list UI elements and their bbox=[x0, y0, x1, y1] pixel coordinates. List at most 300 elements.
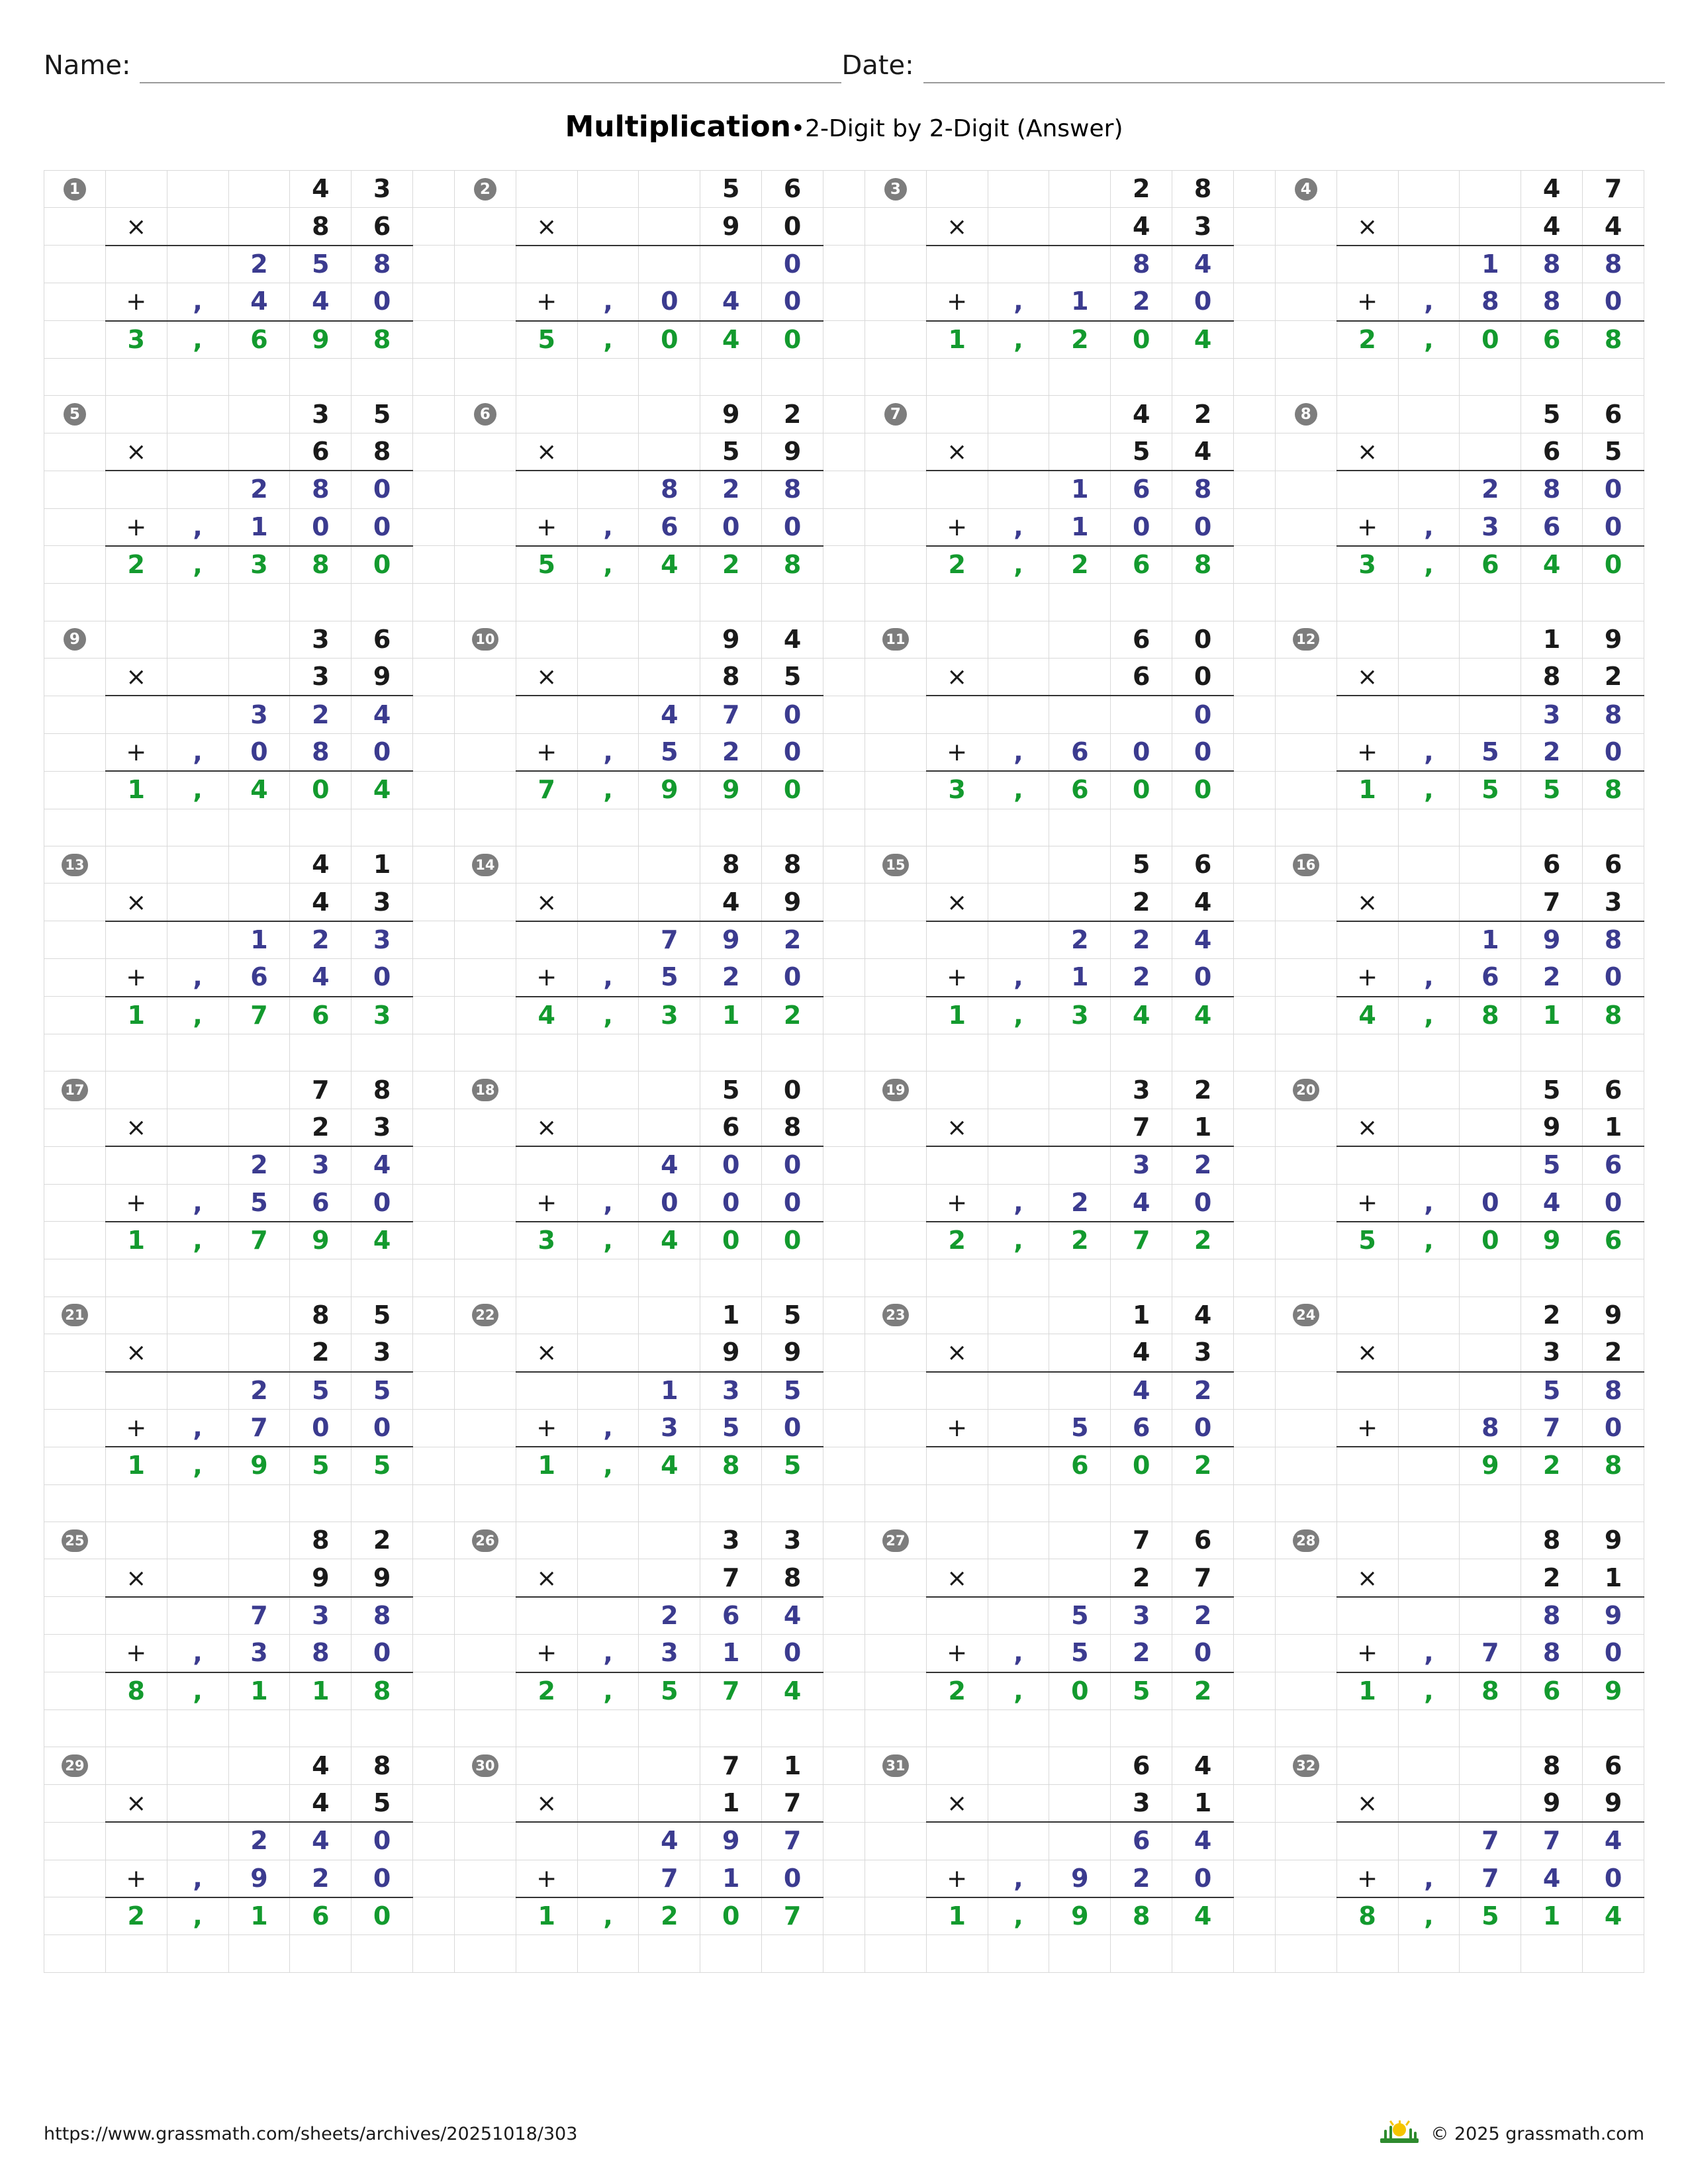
partial-product-2-digit bbox=[228, 283, 290, 321]
partial-product-2-digit-text: 2 bbox=[722, 962, 740, 992]
problem-row-partial2 bbox=[44, 1635, 1644, 1672]
partial-product-1-digit bbox=[1398, 921, 1460, 959]
partial-product-1-digit bbox=[700, 471, 762, 508]
factor1-digit bbox=[639, 1747, 700, 1784]
answer-digit-text: 4 bbox=[661, 1451, 679, 1480]
factor2-digit bbox=[1460, 208, 1521, 246]
column-gap bbox=[823, 1522, 865, 1559]
problem-row-partial1 bbox=[44, 246, 1644, 283]
factor1-digit-text: 1 bbox=[1132, 1300, 1150, 1330]
partial-product-1-digit bbox=[700, 1822, 762, 1860]
factor1-digit-text: 2 bbox=[1194, 399, 1212, 429]
answer-digit bbox=[762, 1222, 823, 1259]
factor1-digit bbox=[1049, 1747, 1111, 1784]
partial-product-1-digit bbox=[352, 1146, 413, 1184]
factor2-digit-text: 8 bbox=[1542, 662, 1561, 692]
partial-product-2-digit-text: 0 bbox=[783, 512, 802, 541]
partial-product-1-digit-text: 5 bbox=[1542, 1150, 1561, 1180]
factor2-digit-text: 4 bbox=[722, 887, 740, 917]
answer-digit bbox=[290, 1447, 352, 1484]
answer-digit-text: 4 bbox=[1542, 550, 1561, 580]
partial-product-2-digit-text: , bbox=[603, 287, 613, 316]
partial-product-1-digit-text: 0 bbox=[373, 1826, 391, 1856]
factor1-digit bbox=[700, 621, 762, 658]
column-gap bbox=[413, 1672, 455, 1710]
answer-digit bbox=[1172, 1897, 1234, 1935]
answer-digit bbox=[352, 1447, 413, 1484]
partial-product-1-digit-text: 5 bbox=[1071, 1601, 1089, 1631]
answer-digit-text: 6 bbox=[312, 1000, 330, 1030]
multiply-sign bbox=[926, 1559, 988, 1597]
column-gap bbox=[1233, 171, 1275, 208]
problem-row-partial1 bbox=[44, 1597, 1644, 1635]
column-gap bbox=[1233, 771, 1275, 809]
column-gap bbox=[413, 508, 455, 546]
factor2-digit-text: 3 bbox=[1542, 1338, 1561, 1367]
blank-cell bbox=[1275, 1109, 1336, 1146]
blank-cell bbox=[865, 1409, 926, 1447]
blank-cell bbox=[105, 1747, 167, 1784]
row-spacer bbox=[44, 1259, 1644, 1297]
answer-digit bbox=[1398, 1672, 1460, 1710]
blank-cell bbox=[1275, 997, 1336, 1034]
column-gap bbox=[1233, 1146, 1275, 1184]
factor2-digit bbox=[1521, 1334, 1583, 1372]
column-gap bbox=[413, 1409, 455, 1447]
blank-cell bbox=[926, 1747, 988, 1784]
blank-cell bbox=[1336, 1747, 1398, 1784]
factor2-digit bbox=[988, 433, 1049, 471]
blank-cell bbox=[1275, 1784, 1336, 1822]
partial-product-2-digit-text: 5 bbox=[1071, 1638, 1089, 1668]
blank-cell bbox=[926, 846, 988, 884]
problem-number-27 bbox=[865, 1522, 926, 1559]
partial-product-2-digit-text: 0 bbox=[783, 1413, 802, 1443]
blank-cell bbox=[1275, 433, 1336, 471]
factor1-digit bbox=[577, 1747, 639, 1784]
blank-cell bbox=[454, 997, 516, 1034]
factor1-digit bbox=[228, 1071, 290, 1109]
column-gap bbox=[823, 1672, 865, 1710]
partial-product-2-digit-text: , bbox=[193, 287, 203, 316]
plus-sign-text: + bbox=[126, 512, 147, 541]
blank-cell bbox=[516, 1597, 577, 1635]
blank-cell bbox=[105, 1522, 167, 1559]
factor1-digit bbox=[700, 396, 762, 433]
answer-digit-text: 4 bbox=[373, 775, 391, 805]
column-gap bbox=[1233, 1071, 1275, 1109]
spacer-cell bbox=[1111, 1034, 1172, 1071]
spacer-cell bbox=[762, 1484, 823, 1522]
spacer-cell bbox=[1460, 809, 1521, 846]
multiply-sign-text: × bbox=[1357, 1338, 1378, 1367]
answer-digit bbox=[1460, 997, 1521, 1034]
blank-cell bbox=[1275, 1372, 1336, 1410]
factor1-digit bbox=[1111, 1071, 1172, 1109]
problem-row-partial1 bbox=[44, 1822, 1644, 1860]
answer-digit-text: 8 bbox=[312, 550, 330, 580]
answer-digit-text: 5 bbox=[1132, 1676, 1150, 1706]
blank-cell bbox=[865, 1109, 926, 1146]
column-gap bbox=[1233, 921, 1275, 959]
factor2-digit bbox=[1172, 659, 1234, 696]
factor2-digit bbox=[1398, 1559, 1460, 1597]
spacer-cell bbox=[1172, 358, 1234, 395]
factor1-digit bbox=[1111, 396, 1172, 433]
factor2-digit bbox=[1172, 1109, 1234, 1146]
plus-sign bbox=[926, 733, 988, 771]
plus-sign-text: + bbox=[947, 287, 968, 316]
row-spacer bbox=[44, 584, 1644, 621]
blank-cell bbox=[105, 1146, 167, 1184]
partial-product-2-digit bbox=[228, 1635, 290, 1672]
factor2-digit bbox=[639, 1334, 700, 1372]
partial-product-2-digit-text: 8 bbox=[1481, 1413, 1499, 1443]
partial-product-2-digit-text: , bbox=[1013, 287, 1023, 316]
partial-product-1-digit bbox=[1049, 921, 1111, 959]
partial-product-1-digit bbox=[1049, 471, 1111, 508]
plus-sign-text: + bbox=[947, 512, 968, 541]
row-spacer bbox=[44, 809, 1644, 846]
factor1-digit-text: 6 bbox=[1604, 399, 1622, 429]
factor1-digit bbox=[1111, 1522, 1172, 1559]
partial-product-1-digit-text: 8 bbox=[1542, 1601, 1561, 1631]
partial-product-2-digit bbox=[762, 1409, 823, 1447]
partial-product-1-digit bbox=[167, 1822, 228, 1860]
blank-cell bbox=[865, 1860, 926, 1897]
spacer-cell bbox=[700, 1935, 762, 1972]
blank-cell bbox=[44, 921, 106, 959]
answer-digit bbox=[577, 321, 639, 359]
plus-sign bbox=[1336, 283, 1398, 321]
column-gap bbox=[1233, 433, 1275, 471]
spacer-cell bbox=[1049, 584, 1111, 621]
spacer-cell bbox=[926, 1034, 988, 1071]
partial-product-1-digit bbox=[352, 921, 413, 959]
blank-cell bbox=[865, 1372, 926, 1410]
plus-sign-text: + bbox=[536, 1188, 557, 1217]
partial-product-2-digit bbox=[577, 508, 639, 546]
answer-digit-text: , bbox=[193, 775, 203, 805]
blank-cell bbox=[105, 1597, 167, 1635]
partial-product-2-digit bbox=[700, 1184, 762, 1222]
spacer-cell bbox=[516, 358, 577, 395]
partial-product-1-digit bbox=[1111, 696, 1172, 733]
plus-sign bbox=[1336, 733, 1398, 771]
partial-product-1-digit-text: 2 bbox=[312, 700, 330, 729]
factor2-digit bbox=[1583, 433, 1644, 471]
factor1-digit-text: 9 bbox=[1604, 624, 1622, 654]
factor2-digit bbox=[228, 659, 290, 696]
factor2-digit bbox=[352, 433, 413, 471]
factor1-digit bbox=[167, 171, 228, 208]
factor2-digit-text: 4 bbox=[1132, 211, 1150, 241]
partial-product-2-digit bbox=[1460, 1184, 1521, 1222]
factor1-digit bbox=[228, 171, 290, 208]
partial-product-1-digit-text: 5 bbox=[1542, 1375, 1561, 1405]
partial-product-1-digit-text: 3 bbox=[1542, 700, 1561, 729]
factor2-digit-text: 8 bbox=[783, 1563, 802, 1592]
partial-product-2-digit-text: 5 bbox=[1481, 737, 1499, 767]
partial-product-1-digit bbox=[762, 471, 823, 508]
partial-product-1-digit bbox=[1111, 1822, 1172, 1860]
factor2-digit bbox=[1111, 884, 1172, 921]
blank-cell bbox=[865, 884, 926, 921]
factor1-digit bbox=[290, 171, 352, 208]
problem-number-18 bbox=[454, 1071, 516, 1109]
problem-row-answer bbox=[44, 1447, 1644, 1484]
blank-cell bbox=[44, 1597, 106, 1635]
partial-product-2-digit-text: 0 bbox=[1194, 1413, 1212, 1443]
factor1-digit-text: 4 bbox=[1542, 174, 1561, 204]
spacer-cell bbox=[1233, 1484, 1275, 1522]
factor2-digit bbox=[639, 1559, 700, 1597]
partial-product-2-digit bbox=[1172, 1409, 1234, 1447]
partial-product-1-digit bbox=[1111, 1372, 1172, 1410]
column-gap bbox=[413, 1222, 455, 1259]
partial-product-1-digit-text: 0 bbox=[783, 700, 802, 729]
column-gap bbox=[1233, 1784, 1275, 1822]
answer-digit-text: , bbox=[1424, 775, 1434, 805]
partial-product-2-digit-text: , bbox=[1424, 1863, 1434, 1893]
answer-digit-text: 9 bbox=[661, 775, 679, 805]
partial-product-2-digit bbox=[352, 1635, 413, 1672]
column-gap bbox=[413, 959, 455, 997]
factor1-digit bbox=[167, 396, 228, 433]
spacer-cell bbox=[352, 1935, 413, 1972]
partial-product-2-digit-text: 3 bbox=[1481, 512, 1499, 541]
partial-product-2-digit-text: 0 bbox=[783, 1638, 802, 1668]
blank-cell bbox=[454, 321, 516, 359]
factor2-digit bbox=[762, 1334, 823, 1372]
answer-digit-text: , bbox=[1013, 324, 1023, 354]
answer-digit bbox=[926, 1672, 988, 1710]
answer-digit-text: , bbox=[1424, 324, 1434, 354]
partial-product-2-digit bbox=[1521, 283, 1583, 321]
blank-cell bbox=[44, 508, 106, 546]
factor1-digit bbox=[228, 396, 290, 433]
partial-product-1-digit bbox=[988, 471, 1049, 508]
factor2-digit-text: 9 bbox=[373, 662, 391, 692]
partial-product-2-digit-text: 0 bbox=[373, 512, 391, 541]
factor2-digit bbox=[1111, 1784, 1172, 1822]
partial-product-2-digit bbox=[167, 283, 228, 321]
spacer-cell bbox=[988, 1484, 1049, 1522]
factor1-digit bbox=[700, 1522, 762, 1559]
answer-digit-text: 6 bbox=[1071, 775, 1089, 805]
answer-digit-text: 4 bbox=[250, 775, 268, 805]
answer-digit bbox=[700, 546, 762, 584]
multiply-sign bbox=[1336, 884, 1398, 921]
blank-cell bbox=[1275, 659, 1336, 696]
blank-cell bbox=[865, 1222, 926, 1259]
partial-product-2-digit-text: 0 bbox=[783, 962, 802, 992]
spacer-cell bbox=[823, 1710, 865, 1747]
column-gap bbox=[413, 208, 455, 246]
spacer-cell bbox=[1460, 358, 1521, 395]
factor2-digit bbox=[700, 1559, 762, 1597]
partial-product-1-digit-text: 9 bbox=[1604, 1601, 1622, 1631]
spacer-cell bbox=[105, 1034, 167, 1071]
partial-product-1-digit bbox=[228, 246, 290, 283]
factor2-digit-text: 9 bbox=[1542, 1788, 1561, 1817]
answer-digit-text: 0 bbox=[1071, 1676, 1089, 1706]
blank-cell bbox=[865, 1597, 926, 1635]
problem-row-factor2 bbox=[44, 1784, 1644, 1822]
factor1-digit bbox=[352, 1071, 413, 1109]
factor1-digit-text: 3 bbox=[312, 399, 330, 429]
partial-product-1-digit-text: 7 bbox=[250, 1601, 268, 1631]
problem-row-factor2 bbox=[44, 884, 1644, 921]
factor2-digit bbox=[1111, 659, 1172, 696]
partial-product-2-digit-text: 9 bbox=[1071, 1863, 1089, 1893]
factor2-digit-text: 9 bbox=[722, 211, 740, 241]
partial-product-1-digit bbox=[1049, 246, 1111, 283]
factor2-digit bbox=[762, 1784, 823, 1822]
partial-product-2-digit bbox=[1460, 1860, 1521, 1897]
partial-product-1-digit bbox=[290, 471, 352, 508]
spacer-cell bbox=[167, 1935, 228, 1972]
factor1-digit bbox=[988, 1747, 1049, 1784]
partial-product-2-digit bbox=[1398, 733, 1460, 771]
factor2-digit bbox=[1521, 1559, 1583, 1597]
row-spacer bbox=[44, 1484, 1644, 1522]
multiply-sign bbox=[105, 433, 167, 471]
multiply-sign bbox=[516, 884, 577, 921]
partial-product-2-digit bbox=[1521, 508, 1583, 546]
answer-digit-text: , bbox=[1424, 1226, 1434, 1255]
factor2-digit-text: 5 bbox=[1132, 436, 1150, 466]
plus-sign-text: + bbox=[947, 1414, 968, 1443]
factor1-digit bbox=[1521, 621, 1583, 658]
spacer-cell bbox=[577, 809, 639, 846]
partial-product-1-digit-text: 8 bbox=[312, 475, 330, 504]
spacer-cell bbox=[577, 1710, 639, 1747]
partial-product-1-digit bbox=[639, 246, 700, 283]
problem-row-partial2 bbox=[44, 959, 1644, 997]
factor1-digit bbox=[228, 621, 290, 658]
column-gap bbox=[823, 1447, 865, 1484]
problem-row-partial2 bbox=[44, 1409, 1644, 1447]
multiply-sign-text: × bbox=[126, 662, 147, 692]
copyright-text: © 2025 grassmath.com bbox=[1430, 2123, 1644, 2144]
blank-cell bbox=[1275, 959, 1336, 997]
factor2-digit bbox=[1460, 1559, 1521, 1597]
spacer-cell bbox=[413, 358, 455, 395]
spacer-cell bbox=[639, 1935, 700, 1972]
answer-digit-text: 8 bbox=[783, 550, 802, 580]
column-gap bbox=[413, 1784, 455, 1822]
factor2-digit-text: 8 bbox=[722, 662, 740, 692]
answer-digit bbox=[1583, 1447, 1644, 1484]
answer-digit-text: 2 bbox=[1194, 1676, 1212, 1706]
answer-digit-text: , bbox=[1013, 1000, 1023, 1030]
blank-cell bbox=[44, 1822, 106, 1860]
partial-product-2-digit-text: , bbox=[1424, 287, 1434, 316]
factor2-digit bbox=[988, 1109, 1049, 1146]
factor2-digit bbox=[1172, 1784, 1234, 1822]
answer-digit-text: , bbox=[193, 324, 203, 354]
factor2-digit-text: 4 bbox=[1604, 211, 1622, 241]
answer-digit-text: 0 bbox=[1132, 324, 1150, 354]
multiply-sign-text: × bbox=[1357, 662, 1378, 692]
factor2-digit-text: 9 bbox=[1604, 1788, 1622, 1817]
partial-product-1-digit bbox=[577, 471, 639, 508]
problem-row-partial1 bbox=[44, 921, 1644, 959]
partial-product-2-digit-text: 8 bbox=[312, 1638, 330, 1668]
factor2-digit bbox=[1172, 208, 1234, 246]
partial-product-2-digit-text: 0 bbox=[1194, 287, 1212, 316]
column-gap bbox=[1233, 1559, 1275, 1597]
column-gap bbox=[413, 846, 455, 884]
partial-product-1-digit bbox=[1583, 696, 1644, 733]
partial-product-1-digit-text: 4 bbox=[661, 700, 679, 729]
name-write-line[interactable] bbox=[140, 52, 841, 83]
factor1-digit-text: 0 bbox=[1194, 624, 1212, 654]
answer-digit-text: 9 bbox=[1604, 1676, 1622, 1706]
blank-cell bbox=[1275, 208, 1336, 246]
answer-digit-text: 1 bbox=[948, 1000, 966, 1030]
factor1-digit-text: 3 bbox=[1132, 1075, 1150, 1105]
answer-digit-text: 4 bbox=[722, 324, 740, 354]
spacer-cell bbox=[1233, 1034, 1275, 1071]
blank-cell bbox=[1275, 1897, 1336, 1935]
spacer-cell bbox=[1460, 1935, 1521, 1972]
multiply-sign-text: × bbox=[1357, 437, 1378, 466]
answer-digit bbox=[1111, 1672, 1172, 1710]
factor2-digit bbox=[228, 884, 290, 921]
answer-digit bbox=[290, 771, 352, 809]
blank-cell bbox=[454, 696, 516, 733]
factor2-digit-text: 2 bbox=[1604, 1338, 1622, 1367]
plus-sign bbox=[926, 1860, 988, 1897]
answer-digit-text: 2 bbox=[1194, 1226, 1212, 1255]
partial-product-2-digit bbox=[1398, 1635, 1460, 1672]
plus-sign-text: + bbox=[126, 1414, 147, 1443]
multiply-sign bbox=[516, 1334, 577, 1372]
column-gap bbox=[1233, 1860, 1275, 1897]
spacer-cell bbox=[228, 1034, 290, 1071]
factor2-digit bbox=[290, 208, 352, 246]
partial-product-1-digit bbox=[700, 246, 762, 283]
date-write-line[interactable] bbox=[923, 52, 1665, 83]
answer-digit bbox=[1521, 1672, 1583, 1710]
factor1-digit-text: 4 bbox=[312, 174, 330, 204]
spacer-cell bbox=[1111, 1484, 1172, 1522]
partial-product-2-digit-text: , bbox=[1424, 1638, 1434, 1668]
problem-row-answer bbox=[44, 997, 1644, 1034]
spacer-cell bbox=[926, 1935, 988, 1972]
partial-product-2-digit-text: 0 bbox=[373, 1863, 391, 1893]
column-gap bbox=[1233, 283, 1275, 321]
partial-product-2-digit-text: 0 bbox=[1194, 1187, 1212, 1217]
factor1-digit bbox=[639, 171, 700, 208]
factor2-digit-text: 9 bbox=[783, 887, 802, 917]
answer-digit bbox=[167, 321, 228, 359]
factor1-digit bbox=[352, 1522, 413, 1559]
spacer-cell bbox=[1336, 1034, 1398, 1071]
partial-product-1-digit bbox=[577, 1146, 639, 1184]
spacer-cell bbox=[762, 1259, 823, 1297]
blank-cell bbox=[454, 659, 516, 696]
factor1-digit bbox=[228, 1747, 290, 1784]
answer-digit bbox=[1336, 1447, 1398, 1484]
problem-number-25 bbox=[44, 1522, 106, 1559]
column-gap bbox=[1233, 696, 1275, 733]
problem-number-1 bbox=[44, 171, 106, 208]
answer-digit-text: 2 bbox=[783, 1000, 802, 1030]
column-gap bbox=[413, 1597, 455, 1635]
